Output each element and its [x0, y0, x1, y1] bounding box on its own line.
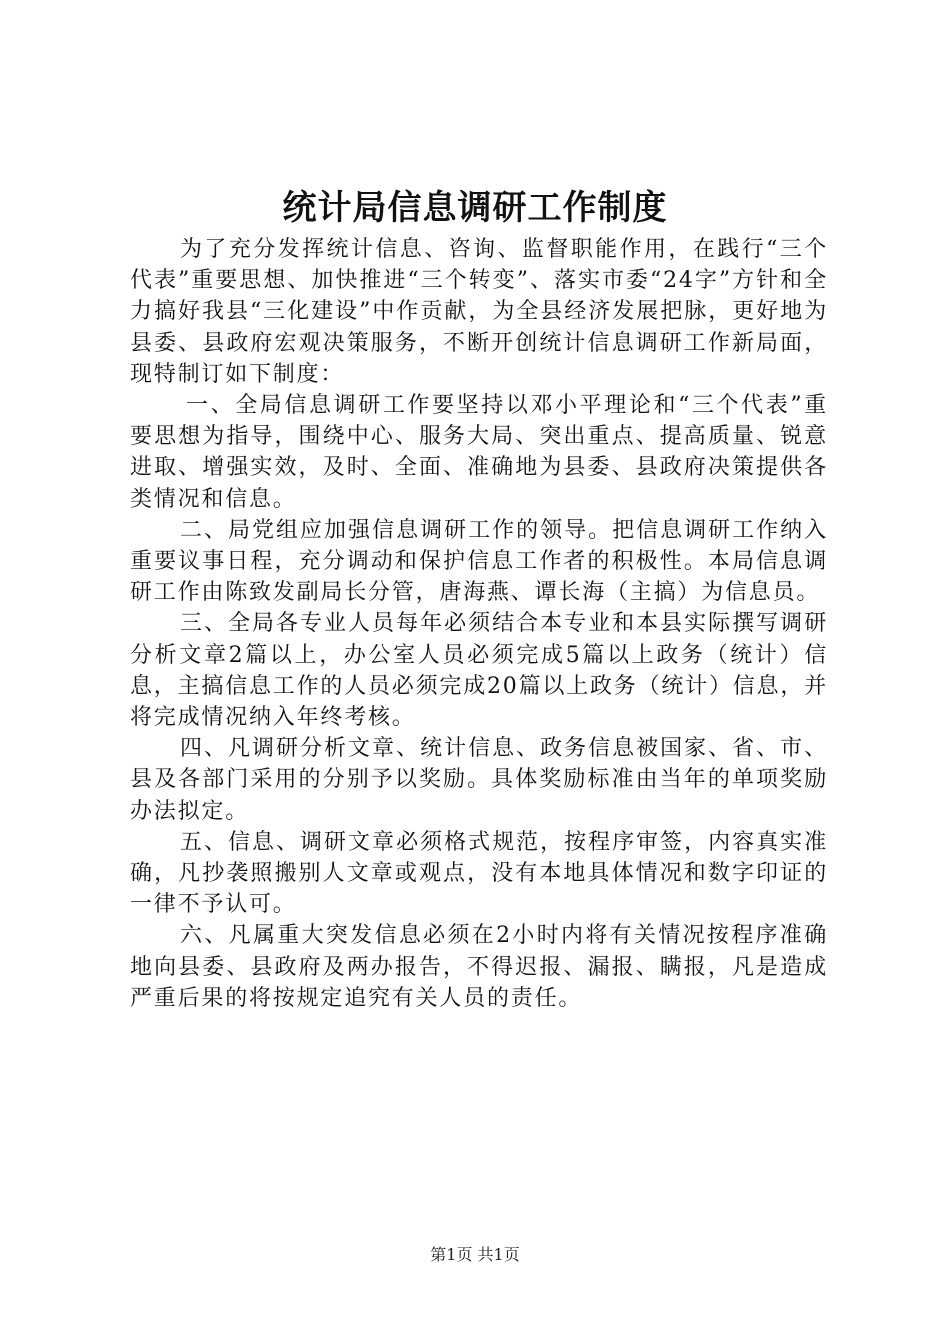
- paragraph-item-1: 一、全局信息调研工作要坚持以邓小平理论和“三个代表”重要思想为指导，围绕中心、服务大局、突出重点、提高质量、锐意进取、增强实效，及时、全面、准确地为县委、县政府决策提供各类情况和信息。: [130, 393, 828, 512]
- paragraph-item-4: 四、凡调研分析文章、统计信息、政务信息被国家、省、市、县及各部门采用的分别予以奖励。具体奖励标准由当年的单项奖励办法拟定。: [130, 736, 828, 824]
- paragraph-item-3: 三、全局各专业人员每年必须结合本专业和本县实际撰写调研分析文章2篇以上，办公室人员必须完成5篇以上政务（统计）信息，主搞信息工作的人员必须完成20篇以上政务（统计）信息，并将完成情况纳入年终考核。: [130, 611, 828, 731]
- paragraph-item-6: 六、凡属重大突发信息必须在2小时内将有关情况按程序准确地向县委、县政府及两办报告，不得迟报、漏报、瞒报，凡是造成严重后果的将按规定追究有关人员的责任。: [130, 923, 828, 1011]
- paragraph-item-2: 二、局党组应加强信息调研工作的领导。把信息调研工作纳入重要议事日程，充分调动和保护信息工作者的积极性。本局信息调研工作由陈致发副局长分管，唐海燕、谭长海（主搞）为信息员。: [130, 517, 828, 606]
- document-body: [130, 234, 828, 1014]
- paragraph-intro: 为了充分发挥统计信息、咨询、监督职能作用，在践行“三个代表”重要思想、加快推进“三个转变”、落实市委“24字”方针和全力搞好我县“三化建设”中作贡献，为全县经济发展把脉，更好地为县委、县政府宏观决策服务，不断开创统计信息调研工作新局面，现特制订如下制度：: [130, 237, 828, 387]
- document-title: 统计局信息调研工作制度: [282, 188, 668, 228]
- paragraph-item-5: 五、信息、调研文章必须格式规范，按程序审签，内容真实准确，凡抄袭照搬别人文章或观点，没有本地具体情况和数字印证的一律不予认可。: [130, 829, 828, 918]
- page-footer: 第1页 共1页: [430, 1245, 520, 1264]
